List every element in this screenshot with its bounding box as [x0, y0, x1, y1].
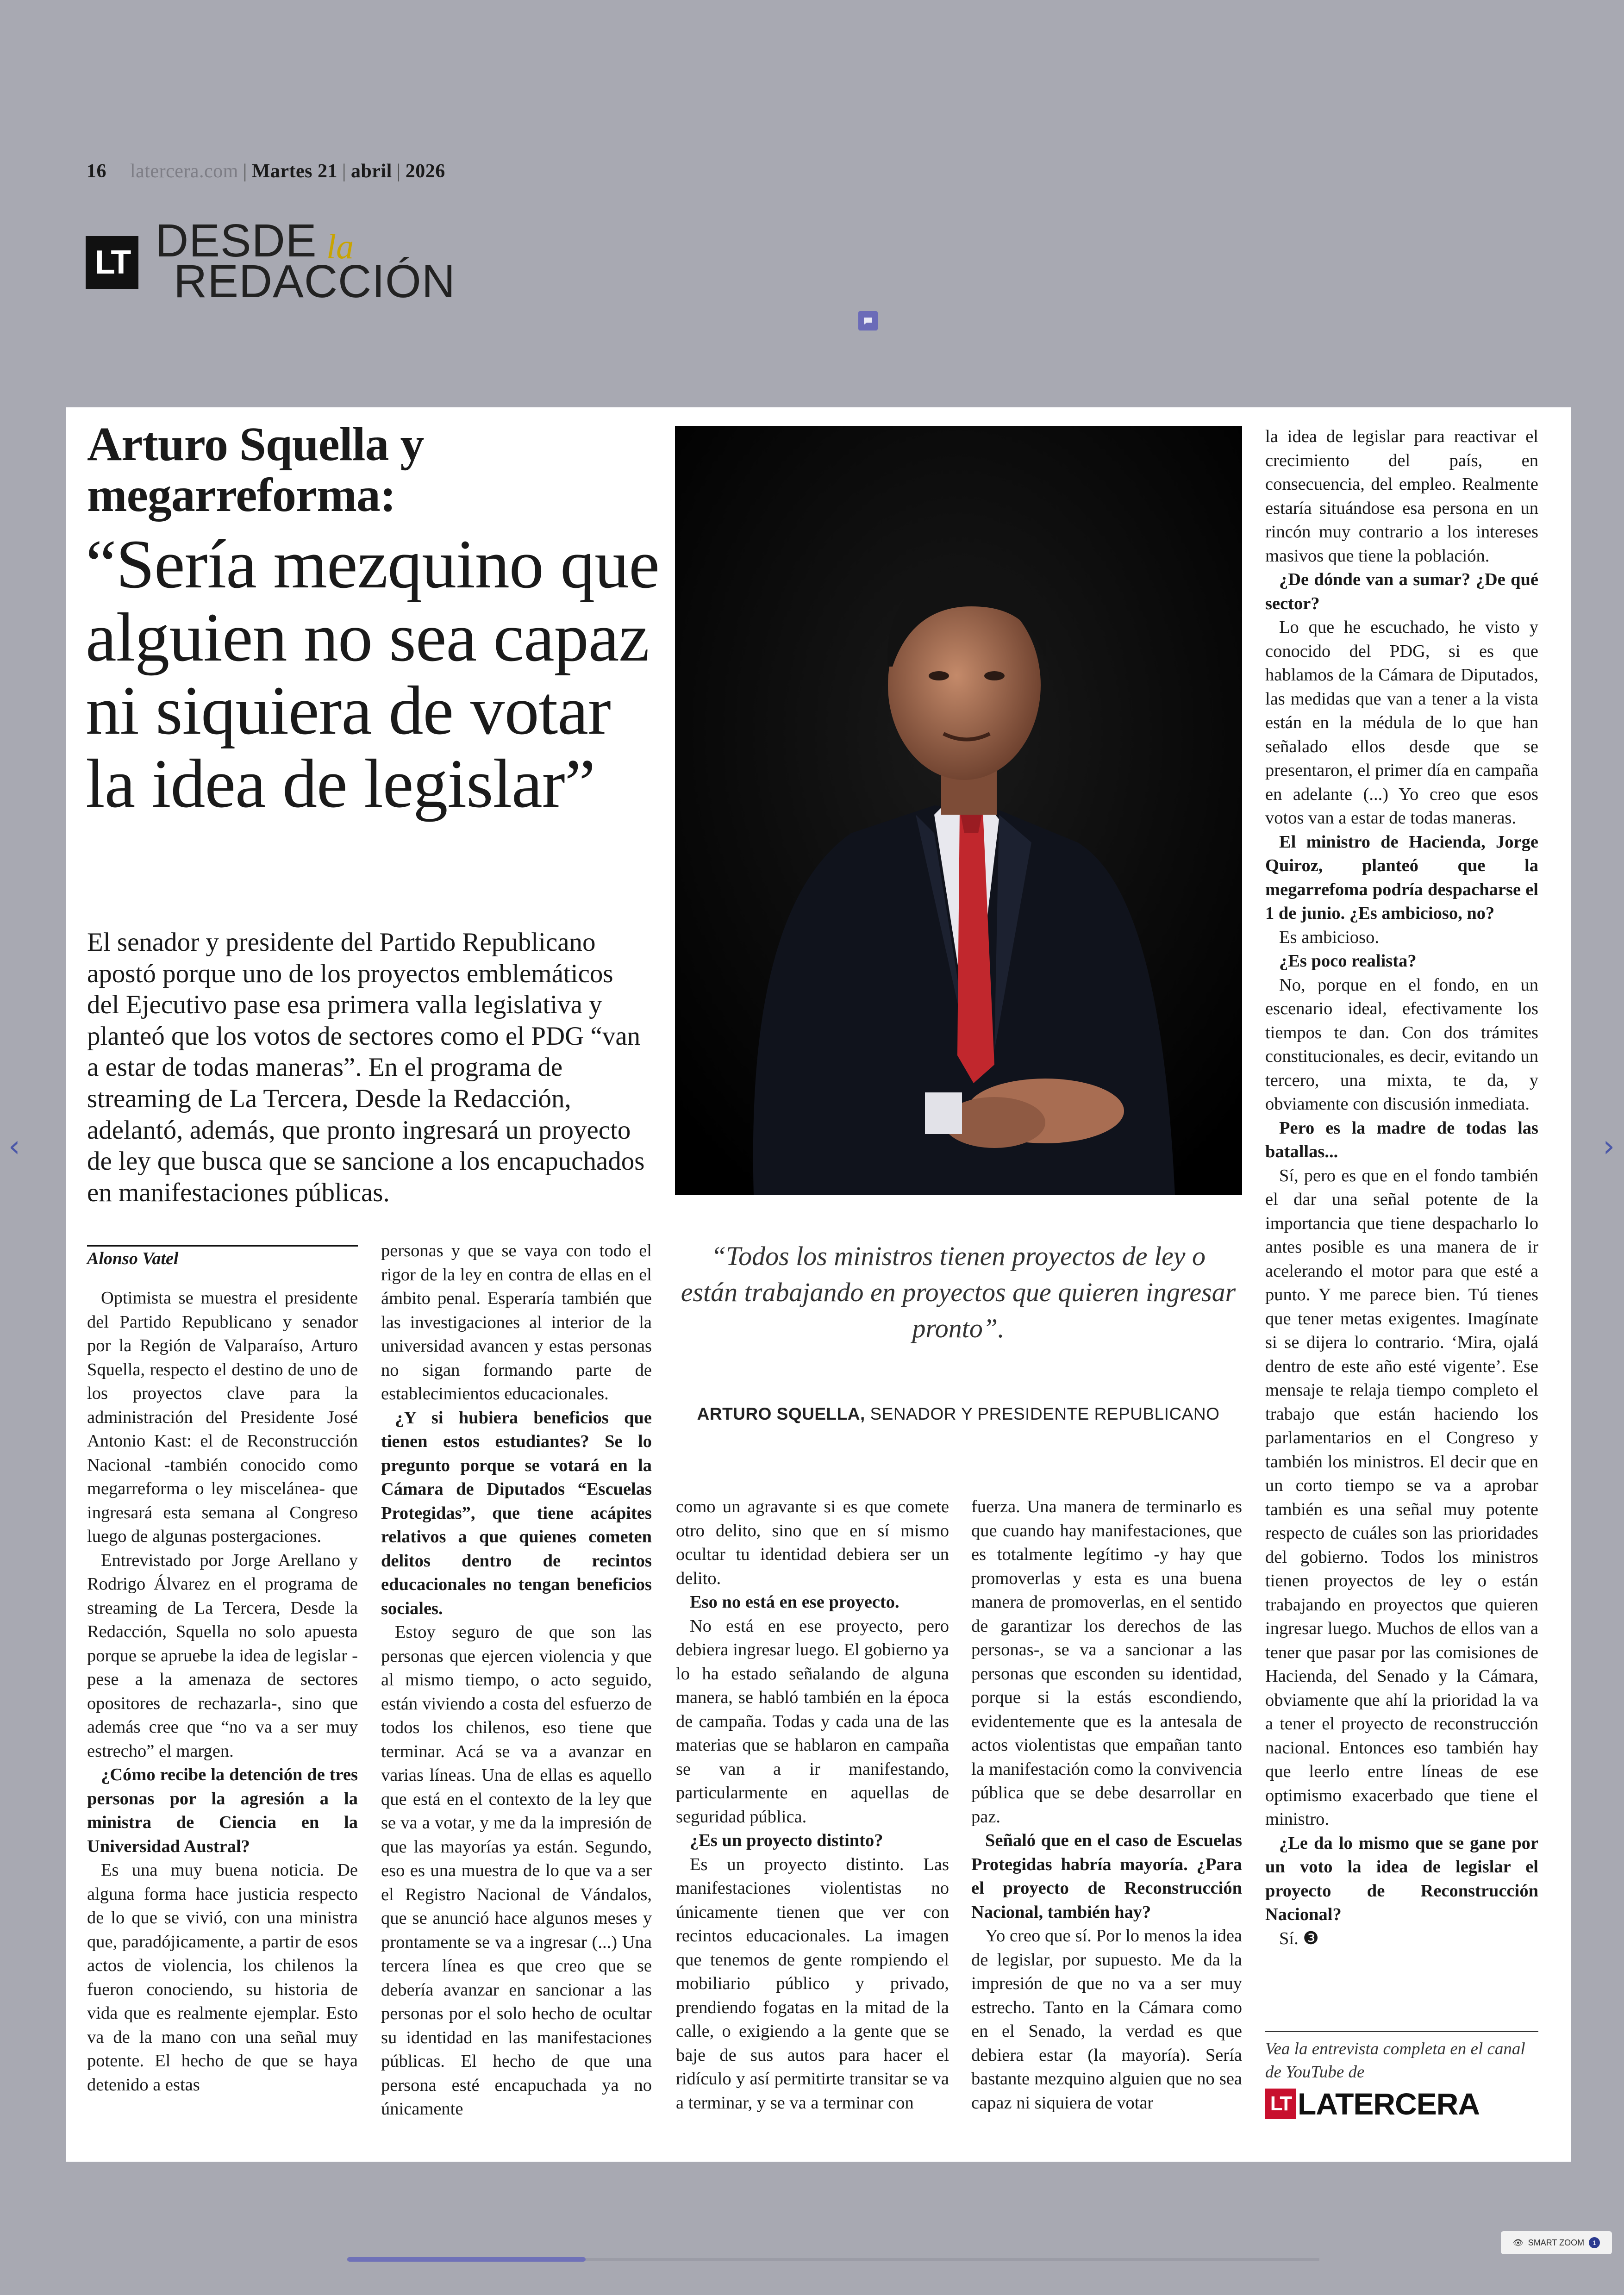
smart-zoom-label: SMART ZOOM	[1528, 2238, 1585, 2247]
paragraph: No está en ese proyecto, pero debiera ingresar luego. El gobierno ya lo ha estado señalando de alguna manera, se habló también en la época de campaña. Todas y cada una de las materias que se hablaron en campaña se van a ir manifestando, particularmente en aquellas de seguridad pública.	[676, 1616, 949, 1827]
brand-la: la	[326, 227, 354, 266]
date-year: 2026	[405, 161, 445, 182]
byline: Alonso Vatel	[87, 1249, 179, 1268]
headline-quote: “Sería mezquino que alguien no sea capaz ni siquiera de votar la idea de legislar”	[86, 526, 659, 822]
comment-icon[interactable]	[858, 311, 878, 331]
question: El ministro de Hacienda, Jorge Quiroz, planteó que la megarrefoma podría despacharse el 1 de junio. ¿Es ambicioso, no?	[1265, 832, 1538, 923]
question: ¿Le da lo mismo que se gane por un voto la idea de legislar el proyecto de Reconstrucción Nacional?	[1265, 1833, 1538, 1924]
page-number: 16	[87, 161, 106, 182]
article-title: Arturo Squella y megarreforma:	[87, 418, 424, 522]
footer-note: Vea la entrevista completa en el canal de YouTube de	[1265, 2039, 1525, 2082]
column-5	[1265, 425, 1538, 1951]
paragraph: la idea de legislar para reactivar el crecimiento del país, en consecuencia, del empleo. Realmente estaría situándose esa persona en un rincón muy contrario a los intereses masivos que tiene la población.	[1265, 427, 1538, 566]
paragraph: personas y que se vaya con todo el rigor de la ley en contra de ellas en el ámbito penal. Esperaría también que las investigaciones al interior de la universidad avancen y estas personas no sigan formando parte de establecimientos educacionales.	[381, 1241, 652, 1403]
paragraph: Es una muy buena noticia. De alguna forma hace justicia respecto de lo que se vivió, con una ministra que, paradójicamente, a partir de esos actos de violencia, los chilenos la fueron conociendo, su historia de vida que es realmente ejemplar. Esto va de la mano con una señal muy potente. El hecho de que se haya detenido a estas	[87, 1860, 358, 2095]
article-lede: El senador y presidente del Partido Republicano apostó porque uno de los proyectos emblemáticos del Ejecutivo pase esa primera valla legislativa y planteó que los votos de sectores como el PDG “van a estar de todas maneras”. En el programa de streaming de La Tercera, Desde la Redacción, adelantó, además, que pronto ingresará un proyecto de ley que busca que se sancione a los encapuchados en manifestaciones públicas.	[87, 928, 645, 1207]
paragraph: Entrevistado por Jorge Arellano y Rodrigo Álvarez en el programa de streaming de La Tercera, Desde la Redacción, Squella no solo apuesta porque se apruebe la idea de legislar -pese a la amenaza de sectores opositores de rechazarla-, sino que además cree que “no va a ser muy estrecho” el margen.	[87, 1550, 358, 1761]
date-month: abril	[350, 161, 392, 182]
question: Eso no está en ese proyecto.	[690, 1592, 899, 1612]
paragraph: Optimista se muestra el presidente del Partido Republicano y senador por la Región de Valparaíso, Arturo Squella, respecto el destino de uno de los proyectos clave para la administración del Presidente José Antonio Kast: el de Reconstrucción Nacional -también conocido como megarreforma o ley miscelánea- que ingresará esta semana al Congreso luego de algunas postergaciones.	[87, 1288, 358, 1546]
next-page-icon[interactable]: ›	[1603, 1129, 1615, 1164]
paragraph: Sí. ❸	[1279, 1928, 1319, 1948]
prev-page-icon[interactable]: ‹	[8, 1129, 20, 1164]
latercera-logo-mark: LT	[1265, 2089, 1296, 2119]
credit-name: ARTURO SQUELLA,	[697, 1404, 865, 1423]
paragraph: Es ambicioso.	[1279, 927, 1379, 947]
question: ¿Cómo recibe la detención de tres personas por la agresión a la ministra de Ciencia en la Universidad Austral?	[87, 1765, 358, 1856]
date-weekday: Martes 21	[251, 161, 338, 182]
footer-rule	[1265, 2031, 1538, 2032]
paragraph: Lo que he escuchado, he visto y conocido del PDG, si es que hablamos de la Cámara de Diputados, las medidas que van a tener a la vista están en la médula de lo que han señalado ellos desde que se presentaron, el primer día en campaña en adelante (...) Yo creo que esos votos van a estar de todas maneras.	[1265, 617, 1538, 828]
site-name: latercera.com	[130, 161, 238, 182]
paragraph: Estoy seguro de que son las personas que ejercen violencia y que al mismo tiempo, o acto seguido, están viviendo a costa del esfuerzo de todos los chilenos, eso tiene que terminar. Acá se va a avanzar en varias líneas. Una de ellas es aquello que está en el contexto de la ley que se va a votar, y me da la impresión de que las mayorías ya están. Segundo, eso es una muestra de lo que va a ser el Registro Nacional de Vándalos, que se anunció hace algunos meses y prontamente se va a ingresar (...) Una tercera línea es que creo que se debería avanzar en sancionar a las personas por el solo hecho de ocultar su identidad en las manifestaciones públicas. El hecho de que una persona esté encapuchada ya no únicamente	[381, 1622, 652, 2119]
page-scroll-thumb[interactable]	[347, 2257, 586, 2262]
latercera-logo-name: LATERCERA	[1298, 2087, 1480, 2121]
photo-credit	[678, 1404, 1238, 1424]
latercera-logo	[1265, 2088, 1480, 2120]
question: ¿Es un proyecto distinto?	[690, 1831, 883, 1850]
byline-rule	[87, 1245, 358, 1247]
paragraph: como un agravante si es que comete otro delito, sino que en sí mismo ocultar tu identidad debiera ser un delito.	[676, 1497, 949, 1588]
dateline: 16 latercera.com | Martes 21 | abril | 2026	[87, 161, 445, 182]
smart-zoom-button[interactable]	[1501, 2231, 1612, 2254]
credit-role: SENADOR Y PRESIDENTE REPUBLICANO	[870, 1404, 1220, 1423]
paragraph: No, porque en el fondo, en un escenario ideal, efectivamente los tiempos te dan. Con dos trámites constitucionales, es decir, evitando un tercero, una mixta, te da, y obviamente con discusión inmediata.	[1265, 975, 1538, 1114]
lt-logo: LT	[86, 236, 138, 289]
paragraph: fuerza. Una manera de terminarlo es que cuando hay manifestaciones, que es totalmente legítimo -y hay que promoverlas y esta es una buena manera de promoverlas, en el sentido de garantizar los derechos de las personas-, se va a sancionar a las personas que esconden su identidad, porque si la estás escondiendo, evidentemente que es la antesala de actos violentistas que empañan tanto la manifestación como la convivencia pública que se debe desarrollar en paz.	[971, 1497, 1242, 1827]
brand-line1: DESDE	[155, 215, 317, 267]
paragraph: Yo creo que sí. Por lo menos la idea de legislar, por supuesto. Me da la impresión de que no va a ser muy estrecho. Tanto en la Cámara como en el Senado, la verdad es que debiera estar (la mayoría). Sería bastante mezquino alguien que no sea capaz ni siquiera de votar	[971, 1926, 1242, 2113]
section-brand	[86, 215, 479, 307]
question: Pero es la madre de todas las batallas...	[1265, 1118, 1538, 1161]
brand-line2: REDACCIÓN	[174, 256, 456, 307]
paragraph: Sí, pero es que en el fondo también el dar una señal potente de la importancia que tiene despacharlo lo antes posible es una manera de ir acelerando el motor para que esté a punto. Y me parece bien. Tú tienes que tener metas exigentes. Imagínate si se dijera lo contrario. ‘Mira, ojalá dentro de este año esté vigente’. Ese mensaje te relaja tiempo completo el trabajo que están haciendo los parlamentarios en el Congreso y también los ministros. El decir que en un corto tiempo se va a aprobar también es una señal muy potente respecto de cuáles son las prioridades del gobierno. Todos los ministros tienen proyectos de ley o están trabajando en proyectos que quieren ingresar luego. Muchos de ellos van a tener que pasar por las comisiones de Hacienda, del Senado y la Cámara, obviamente que ahí la prioridad la va a tener el proyecto de reconstrucción nacional. Entonces eso también hay que leerlo entre líneas de ese optimismo exacerbado que tiene el ministro.	[1265, 1166, 1538, 1829]
column-3	[676, 1495, 949, 2115]
column-1	[87, 1286, 358, 2097]
paragraph: Es un proyecto distinto. Las manifestaciones violentistas no únicamente tienen que ver con recintos educacionales. La imagen que tenemos de gente rompiendo el mobiliario público y privado, prendiendo fogatas en la mitad de la calle, o exigiendo a la gente que se baje de sus autos para hacer el ridículo y así permitirte transitar se va a terminar, y se va a terminar con	[676, 1854, 949, 2113]
question: ¿Y si hubiera beneficios que tienen estos estudiantes? Se lo pregunto porque se votará en la Cámara de Diputados “Escuelas Protegidas”, que tiene acápites relativos a que quienes cometen delitos dentro de recintos educacionales no tengan beneficios sociales.	[381, 1408, 652, 1618]
column-2	[381, 1239, 652, 2121]
question: ¿De dónde van a sumar? ¿De qué sector?	[1265, 570, 1538, 613]
portrait-photo	[675, 426, 1242, 1195]
smart-zoom-badge: 1	[1589, 2237, 1600, 2248]
column-4	[971, 1495, 1242, 2115]
pull-quote: “Todos los ministros tienen proyectos de ley o están trabajando en proyectos que quieren ingresar pronto”.	[681, 1241, 1236, 1343]
eye-icon: 👁	[1512, 2238, 1524, 2247]
question: Señaló que en el caso de Escuelas Protegidas habría mayoría. ¿Para el proyecto de Reconstrucción Nacional, también hay?	[971, 1831, 1242, 1922]
question: ¿Es poco realista?	[1279, 951, 1417, 971]
